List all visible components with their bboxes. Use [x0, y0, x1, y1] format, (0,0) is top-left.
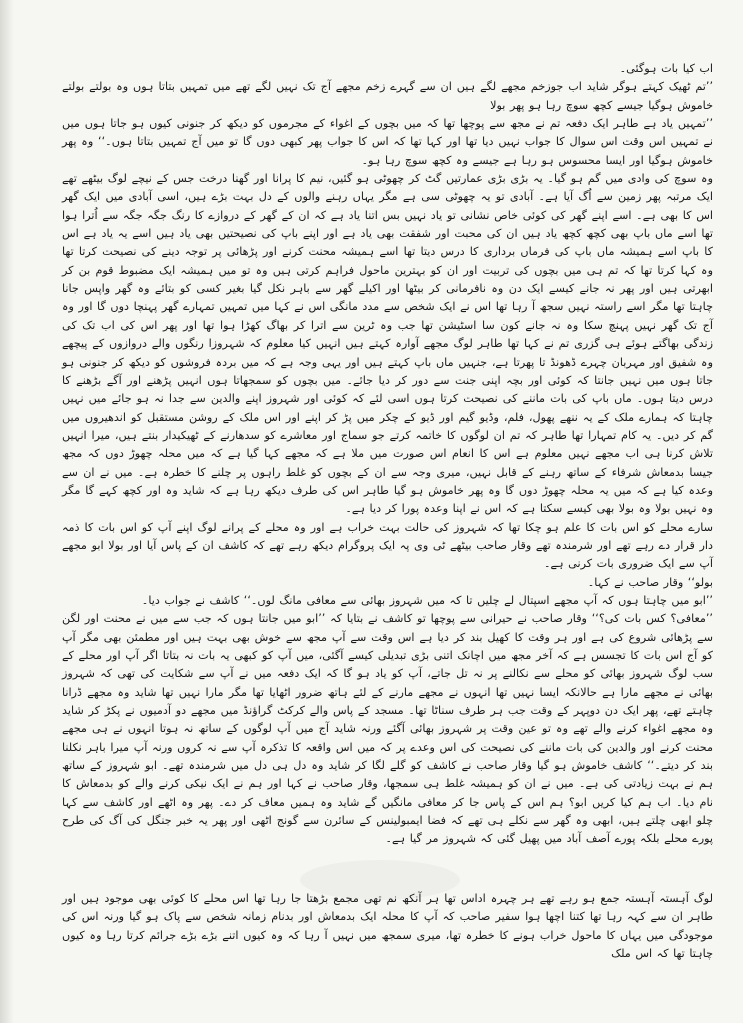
paragraph: ’’معافی؟ کس بات کی؟‘‘ وقار صاحب نے حیرانی سے پوچھا تو کاشف نے بتایا کہ ’’ابو میں جانتا ہوں کہ جب سے میں نے محنت اور لگن سے پڑھائی شروع کی ہے اور ہر وقت کا کھیل بند کر دیا ہے اس وقت سے آپ مجھ سے خوش بھی بہت ہیں اور مطمئن بھی مگر آپ کو آج اس بات کا تجسس ہے کہ آخر مجھ میں اچانک اتنی بڑی تبدیلی کیسے آگئی، میں آپ کو کبھی یہ بات نہ بتاتا اگر آپ اور محلے کے سب لوگ شہروز بھائی کو محلے سے نکالنے پر نہ تل جاتے، آپ کو یاد ہو گا کہ ایک دفعہ میں نے آپ سے شکایت کی تھی کہ شہروز بھائی نے مجھے مارا ہے حالانکہ ایسا نہیں تھا انہوں نے مجھے مارنے کے لئے ہاتھ ضرور اٹھایا تھا مگر مارا نہیں تھا شاید وہ مجھے ڈرانا چاہتے تھے، پھر ایک دن دوپہر کے وقت جب ہر طرف سناٹا تھا۔ مسجد کے پاس والے کرکٹ گراؤنڈ میں مجھے دو آدمیوں نے پکڑ کر شاید وہ مجھے اغواء کرنے والے تھے وہ تو عین وقت پر شہروز بھائی آگئے ورنہ شاید آج میں آپ لوگوں کے ساتھ نہ ہوتا انہوں نے ہی مجھے محنت کرنے اور والدین کی بات ماننے کی نصیحت کی اس وعدے پر کہ میں اس واقعہ کا تذکرہ آپ سے نہ کروں ورنہ آپ میرا باہر نکلنا بند کر دیتے۔‘‘ کاشف خاموش ہو گیا وقار صاحب نے کاشف کو گلے لگا کر شاید وہ دل ہی دل میں شرمندہ تھے۔ ابو شہروز کے ساتھ ہم نے بہت زیادتی کی ہے۔ میں نے ان کو ہمیشہ غلط ہی سمجھا، وقار صاحب نے کہا اور ہم نے ایک نیکی کرنے والے کو بدمعاش کا نام دیا۔ اب ہم کیا کریں ابو؟ ہم اس کے پاس جا کر معافی مانگیں گے شاید وہ ہمیں معاف کر دے۔ پھر وہ اٹھے اور کاشف سے کہا چلو ابھی چلتے ہیں، ابھی وہ گھر سے نکلے ہی تھے کہ فضا ایمبولینس کے سائرن سے گونج اٹھی اور پھر یہ خبر جنگل کی آگ کی طرح پورے محلے بلکہ پورے آصف آباد میں پھیل گئی کہ شہروز مر گیا ہے۔ [62, 612, 713, 846]
paragraph: ’’تمہیں یاد ہے طاہر ایک دفعہ تم نے مجھ سے پوچھا تھا کہ میں بچوں کے اغواء کے مجرموں کو دیکھ کر جنونی کیوں ہو جاتا ہوں میں نے تمہیں اس وقت اس سوال کا جواب نہیں دیا تھا اور کہا تھا کہ اس کا جواب پھر کبھی دوں گا تو میں آج تمہیں بتاتا ہوں۔‘‘ وہ پھر خاموش ہوگیا اور ایسا محسوس ہو رہا ہے جیسے وہ کچھ سوچ رہا ہو۔ [62, 117, 713, 167]
paragraph: ’’تم ٹھیک کہتے ہوگر شاید اب جوزخم مجھے لگے ہیں ان سے گہرے زخم مجھے آج تک نہیں لگے تھے میں تمہیں بتاتا ہوں وہ بولتے بولتے خاموش ہوگیا جیسے کچھ سوچ رہا ہو پھر بولا [62, 80, 713, 112]
paragraph: اب کیا بات ہوگئی۔ [619, 62, 713, 75]
paragraph: بولو‘‘ وقار صاحب نے کہا۔ [587, 575, 713, 589]
paragraph: وہ سوچ کی وادی میں گم ہو گیا۔ یہ بڑی بڑی عمارتیں گٹ کر چھوٹی ہو گئیں، نیم کا پرانا اور گھنا درخت جس کے نیچے لوگ بیٹھے تھے ایک مرتبہ پھر زمین سے اُگ آیا ہے۔ آبادی تو یہ چھوٹی سی ہے مگر یہاں رہنے والوں کے دل بہت بڑے ہیں، اسی آبادی میں ایک گھر اس کا بھی ہے۔ اسے اپنے گھر کی کوئی خاص نشانی تو یاد نہیں بس اتنا یاد ہے کہ ان کے گھر کے دروازے کا رنگ جگہ جگہ سے اُترا ہوا تھا اسے ماں باپ بھی کچھ کچھ یاد ہیں ان کی محبت اور شفقت بھی یاد ہے اور اپنے باپ کی نصیحتیں بھی یاد ہیں اسے یہ یاد ہے اس کا باپ اسے ہمیشہ ماں باپ کی فرماں برداری کا درس دیتا تھا اسے ہمیشہ محنت کرنے اور پڑھائی پر توجہ دینے کی نصیحت کرتا تھا وہ کہا کرتا تھا کہ تم ہی میں بچوں کی تربیت اور ان کو بہترین ماحول فراہم کرتی ہیں وہ تو میں ہمیشہ ایک مضبوط قوم بن کر ابھرتی ہیں اور پھر نہ جانے کیسے ایک دن وہ نافرمانی کر بیٹھا اور اکیلے گھر سے باہر نکل گیا بغیر کسی کو بتائے وہ گھر واپس جانا چاہتا تھا مگر اسے راستہ نہیں سجھ آ رہا تھا اس نے ایک شخص سے مدد مانگی اس نے کہا میں تمہیں تمہارے گھر پہنچا دوں گا اور وہ آج تک گھر نہیں پہنچ سکا وہ نہ جانے کون سا اسٹیشن تھا جب وہ ٹرین سے اترا کر بھاگ کھڑا ہوا تھا اور پھر اس کی اب تک کی زندگی بھاگتے ہوئے ہی گزری تم نے کہا تھا طاہر لوگ مجھے آوارہ کہتے ہیں انہیں کیا معلوم کہ شہروزا رنگوں والے دروازوں کے پیچھے وہ شفیق اور مہربان چہرے ڈھونڈ تا پھرتا ہے، جنہیں ماں باپ کہتے ہیں اور یہی وجہ ہے کہ میں بردہ فروشوں کو دیکھ کر جنونی ہو جاتا ہوں میں نہیں جانتا کہ کوئی اور بچہ اپنی جنت سے دور کر دیا جائے۔ میں بچوں کو سمجھاتا ہوں انہیں پڑھنے اور آگے بڑھنے کا درس دیتا ہوں۔ ماں باپ کی بات ماننے کی نصیحت کرتا ہوں اسی لئے کہ کوئی اور شہروز اپنے والدین سے جدا نہ ہو جائے میں نہیں چاہتا کہ ہمارے ملک کے یہ ننھے پھول، فلم، وڈیو گیم اور ڈیو کے چکر میں پڑ کر اپنے اور اس ملک کے روشن مستقبل کو اندھیروں میں گم کر دیں۔ یہ کام تمہارا تھا طاہر کہ تم ان لوگوں کا خاتمہ کرتے جو سماج اور معاشرے کو سدھارنے کے ٹھیکیدار بنتے ہیں، میرا انہیں تلاش کرنا ہی اب مجھے نہیں معلوم ہے اس کا انعام اس صورت میں ملا ہے کہ مجھے کہا گیا ہے کہ میں محلہ چھوڑ دوں کہ مجھ جیسا بدمعاش شرفاء کے ساتھ رہنے کے قابل نہیں، میری وجہ سے ان کے بچوں کو غلط راہوں پر چلنے کا خطرہ ہے۔ میں نے ان سے وعدہ کیا ہے کہ میں یہ محلہ چھوڑ دوں گا وہ پھر خاموش ہو گیا طاہر اس کی طرف دیکھ رہا ہے کہ شاید وہ اور کچھ کہے گا مگر وہ نہیں بولا وہ بولا بھی کیسے سکتا ہے کہ اس نے اپنا وعدہ پورا کر دیا ہے۔ [62, 172, 713, 516]
page-edge-shadow [0, 0, 14, 1023]
story-text-main [62, 60, 713, 849]
paragraph: ’’ابو میں چاہتا ہوں کہ آپ مجھے اسپتال لے چلیں تا کہ میں شہروز بھائی سے معافی مانگ لوں۔‘‘ کاشف نے جواب دیا۔ [141, 593, 713, 607]
story-text-closing [62, 890, 713, 963]
paragraph: لوگ آہستہ آہستہ جمع ہو رہے تھے ہر چہرہ اداس تھا ہر آنکھ نم تھی مجمع بڑھتا جا رہا تھا اس محلے کا کوئی بھی موجود ہیں اور طاہر ان سے کہہ رہا تھا کتنا اچھا ہوا سفیر صاحب کہ آپ کا محلہ ایک بدمعاش اور بدنام زمانہ شخص سے پاک ہو گیا ورنہ اس کی موجودگی میں یہاں کا ماحول خراب ہونے کا خطرہ تھا، میری سمجھ میں نہیں آ رہا کہ وہ کیوں اتنے بڑے بڑے جرائم کرتا رہا وہ کیوں چاہتا تھا کہ اس ملک [62, 892, 713, 961]
paragraph: سارے محلے کو اس بات کا علم ہو چکا تھا کہ شہروز کی حالت بہت خراب ہے اور وہ محلے کے پرانے لوگ اپنے آپ کو اس بات کا ذمہ دار قرار دے رہے تھے اور شرمندہ تھے وقار صاحب بیٹھے ٹی وی پہ ایک پروگرام دیکھ رہے تھے کہ کاشف ان کے پاس آیا اور بولا ابو مجھے آپ سے ایک ضروری بات کرنی ہے۔ [62, 520, 713, 571]
